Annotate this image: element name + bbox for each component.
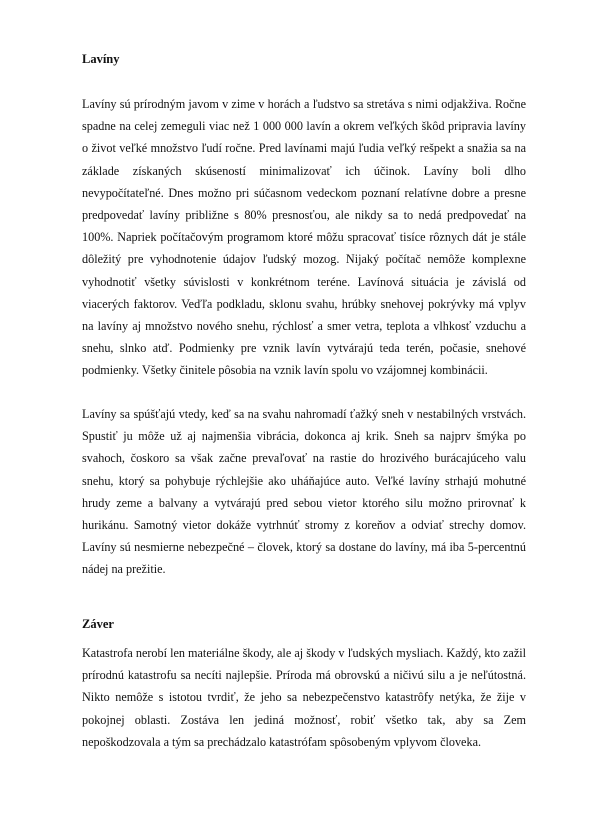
section-heading-zaver: Záver — [82, 617, 114, 631]
paragraph-laviny-2: Lavíny sa spúšťajú vtedy, keď sa na svahu nahromadí ťažký sneh v nestabilných vrstvách. Spustiť ju môže už aj najmenšia vibrácia, dokonca aj krik. Sneh sa najprv šmýka po svahoch, čoskoro sa však začne prevaľovať na rastie do hrozivého burácajúceho valu snehu, ktorý sa pohybuje rýchlejšie ako uháňajúce auto. Veľké lavíny strhajú mohutné hrudy zeme a balvany a vytvárajú pred sebou vietor ktorého silu možno prirovnať k hurikánu. Samotný vietor dokáže vytrhnúť stromy z koreňov a odviať strechy domov. Lavíny sú nesmierne nebezpečné – človek, ktorý sa dostane do lavíny, má iba 5-percentnú nádej na prežitie. — [82, 407, 526, 577]
paragraph-laviny-1: Lavíny sú prírodným javom v zime v horách a ľudstvo sa stretáva s nimi odjakživa. Ročne spadne na celej zemeguli viac než 1 000 000 lavín a okrem veľkých škôd pripravia lavíny o život veľké množstvo ľudí ročne. Pred lavínami majú ľudia veľký rešpekt a snažia sa na základe získaných skúseností minimalizovať ich účinok. Lavíny boli dlho nevypočítateľné. Dnes možno pri súčasnom vedeckom poznaní relatívne dobre a presne predpovedať lavíny približne s 80% presnosťou, ale nikdy sa to nedá predpovedať na 100%. Napriek počítačovým programom ktoré môžu spracovať tisíce rôznych dát je stále dôležitý pre vyhodnotenie údajov ľudský mozog. Nijaký počítač nemôže komplexne vyhodnotiť všetky súvislosti v konkrétnom teréne. Lavínová situácia je závislá od viacerých faktorov. Veďľa podkladu, sklonu svahu, hrúbky snehovej pokrývky má vplyv na lavíny aj množstvo nového snehu, rýchlosť a smer vetra, teplota a vlhkosť vzduchu a snehu, slnko atď. Podmienky pre vznik lavín vytvárajú teda terén, počasie, snehové podmienky. Všetky činitele pôsobia na vznik lavín spolu vo vzájomnej kombinácii. — [82, 97, 526, 378]
paragraph-zaver: Katastrofa nerobí len materiálne škody, ale aj škody v ľudských mysliach. Každý, kto zažil prírodnú katastrofu sa necíti najlepšie. Príroda má obrovskú a ničivú silu a je neľútostná. Nikto nemôže s istotou tvrdiť, že jeho sa nebezpečenstvo katastrôfy netýka, že žije v pokojnej oblasti. Zostáva len jediná možnosť, robiť všetko tak, aby sa Zem nepoškodzovala a tým sa prechádzalo katastrófam spôsobeným vplyvom človeka. — [82, 646, 526, 749]
section-heading-laviny: Lavíny — [82, 52, 120, 66]
